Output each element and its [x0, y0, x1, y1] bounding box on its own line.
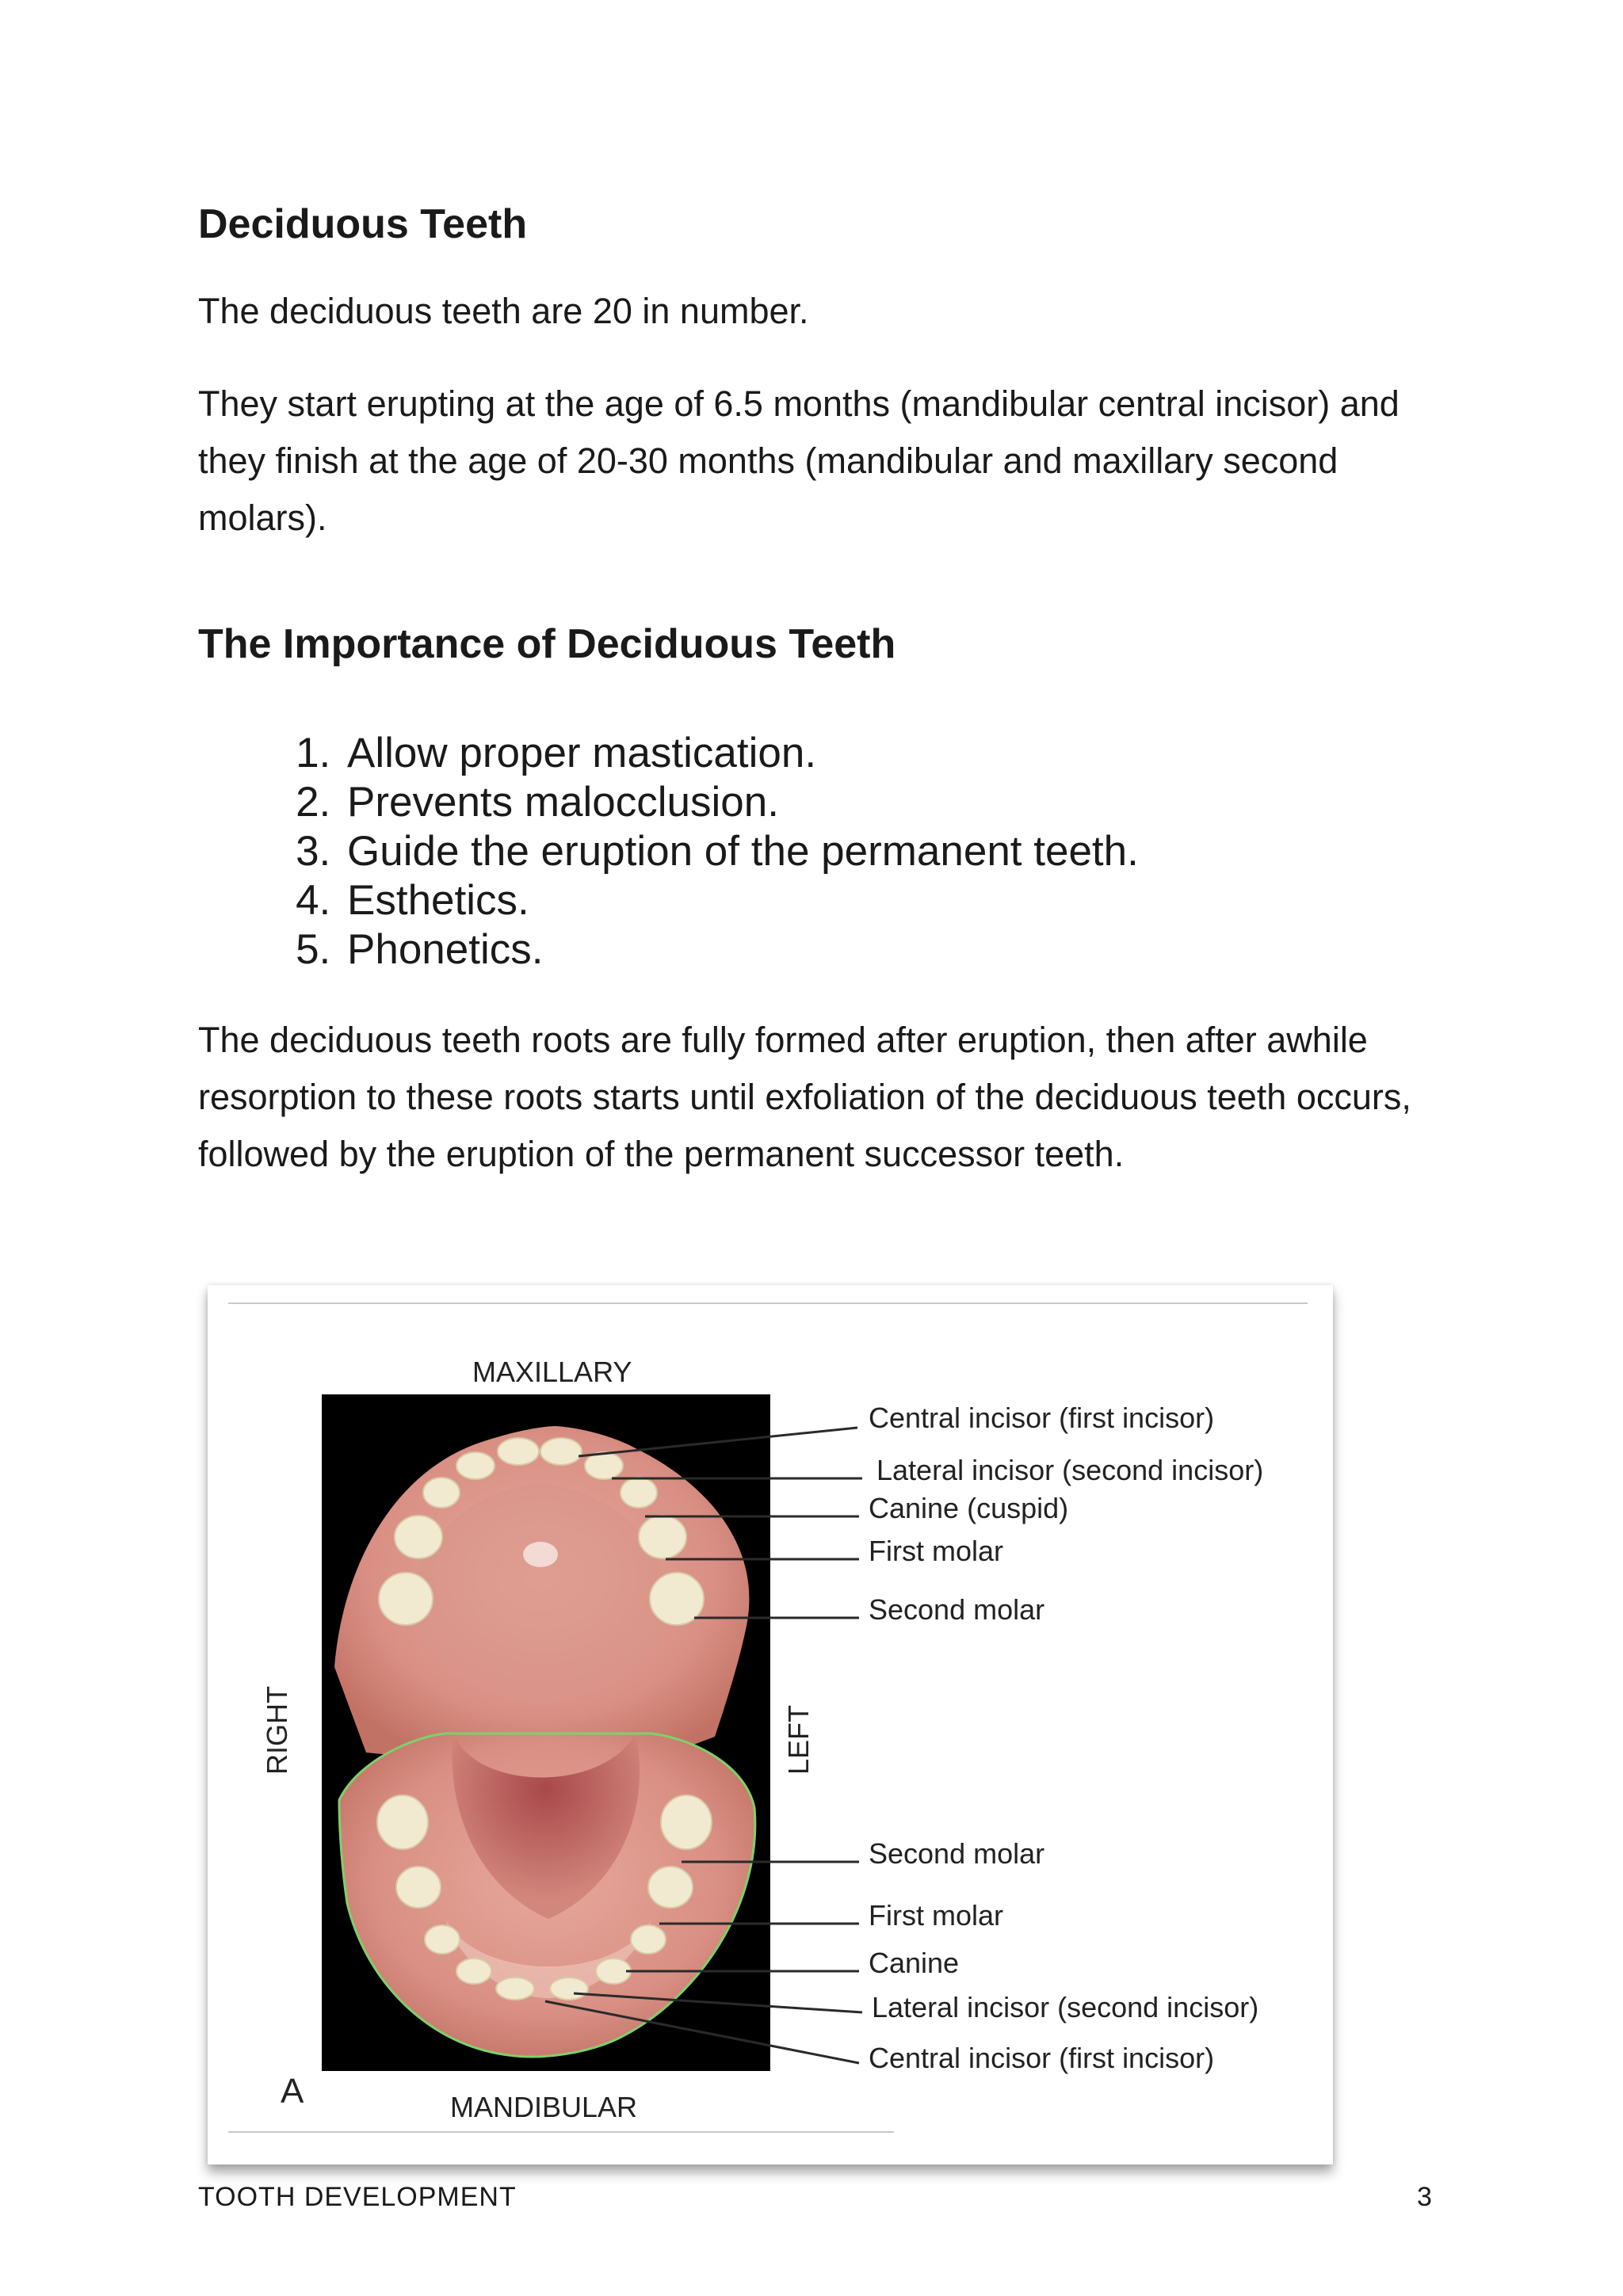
- label-max-central-incisor: Central incisor (first incisor): [869, 1402, 1215, 1434]
- label-max-second-molar: Second molar: [869, 1593, 1045, 1626]
- label-man-second-molar: Second molar: [869, 1837, 1045, 1870]
- page-number: 3: [1417, 2182, 1432, 2212]
- label-man-canine: Canine: [869, 1947, 960, 1979]
- label-max-canine: Canine (cuspid): [869, 1492, 1069, 1524]
- label-man-lateral-incisor: Lateral incisor (second incisor): [872, 1991, 1259, 2023]
- dental-arch-figure: [208, 1285, 1333, 2164]
- maxillary-title: MAXILLARY: [472, 1356, 632, 1388]
- paragraph-count: The deciduous teeth are 20 in number.: [198, 291, 809, 331]
- label-man-first-molar: First molar: [869, 1899, 1003, 1932]
- section-heading-importance: The Importance of Deciduous Teeth: [198, 621, 896, 667]
- dental-arch-illustration: [208, 1285, 1333, 2164]
- left-side-label: LEFT: [782, 1704, 815, 1775]
- paragraph-eruption: They start erupting at the age of 6.5 months (mandibular central incisor) and they finish at the age of 20-30 months (mandibular and maxillary second molars).: [198, 383, 1400, 538]
- list-item: 5. Phonetics.: [342, 925, 1139, 974]
- section-heading-deciduous: Deciduous Teeth: [198, 201, 528, 247]
- list-item: 3. Guide the eruption of the permanent teeth.: [342, 827, 1139, 876]
- list-item: 2. Prevents malocclusion.: [342, 778, 1139, 827]
- list-item: 1. Allow proper mastication.: [342, 729, 1139, 778]
- label-man-central-incisor: Central incisor (first incisor): [869, 2042, 1215, 2074]
- label-max-first-molar: First molar: [869, 1535, 1003, 1567]
- importance-list: [342, 729, 1139, 974]
- label-max-lateral-incisor: Lateral incisor (second incisor): [876, 1454, 1264, 1486]
- right-side-label: RIGHT: [261, 1686, 293, 1775]
- mandibular-title: MANDIBULAR: [450, 2091, 638, 2123]
- footer-title: TOOTH DEVELOPMENT: [198, 2182, 517, 2212]
- paragraph-resorption: The deciduous teeth roots are fully formed after eruption, then after awhile resorption to these roots starts until exfoliation of the deciduous teeth occurs, followed by the eruption of the permanent successor teeth.: [198, 1020, 1411, 1174]
- list-item: 4. Esthetics.: [342, 876, 1139, 925]
- panel-label: A: [281, 2072, 304, 2111]
